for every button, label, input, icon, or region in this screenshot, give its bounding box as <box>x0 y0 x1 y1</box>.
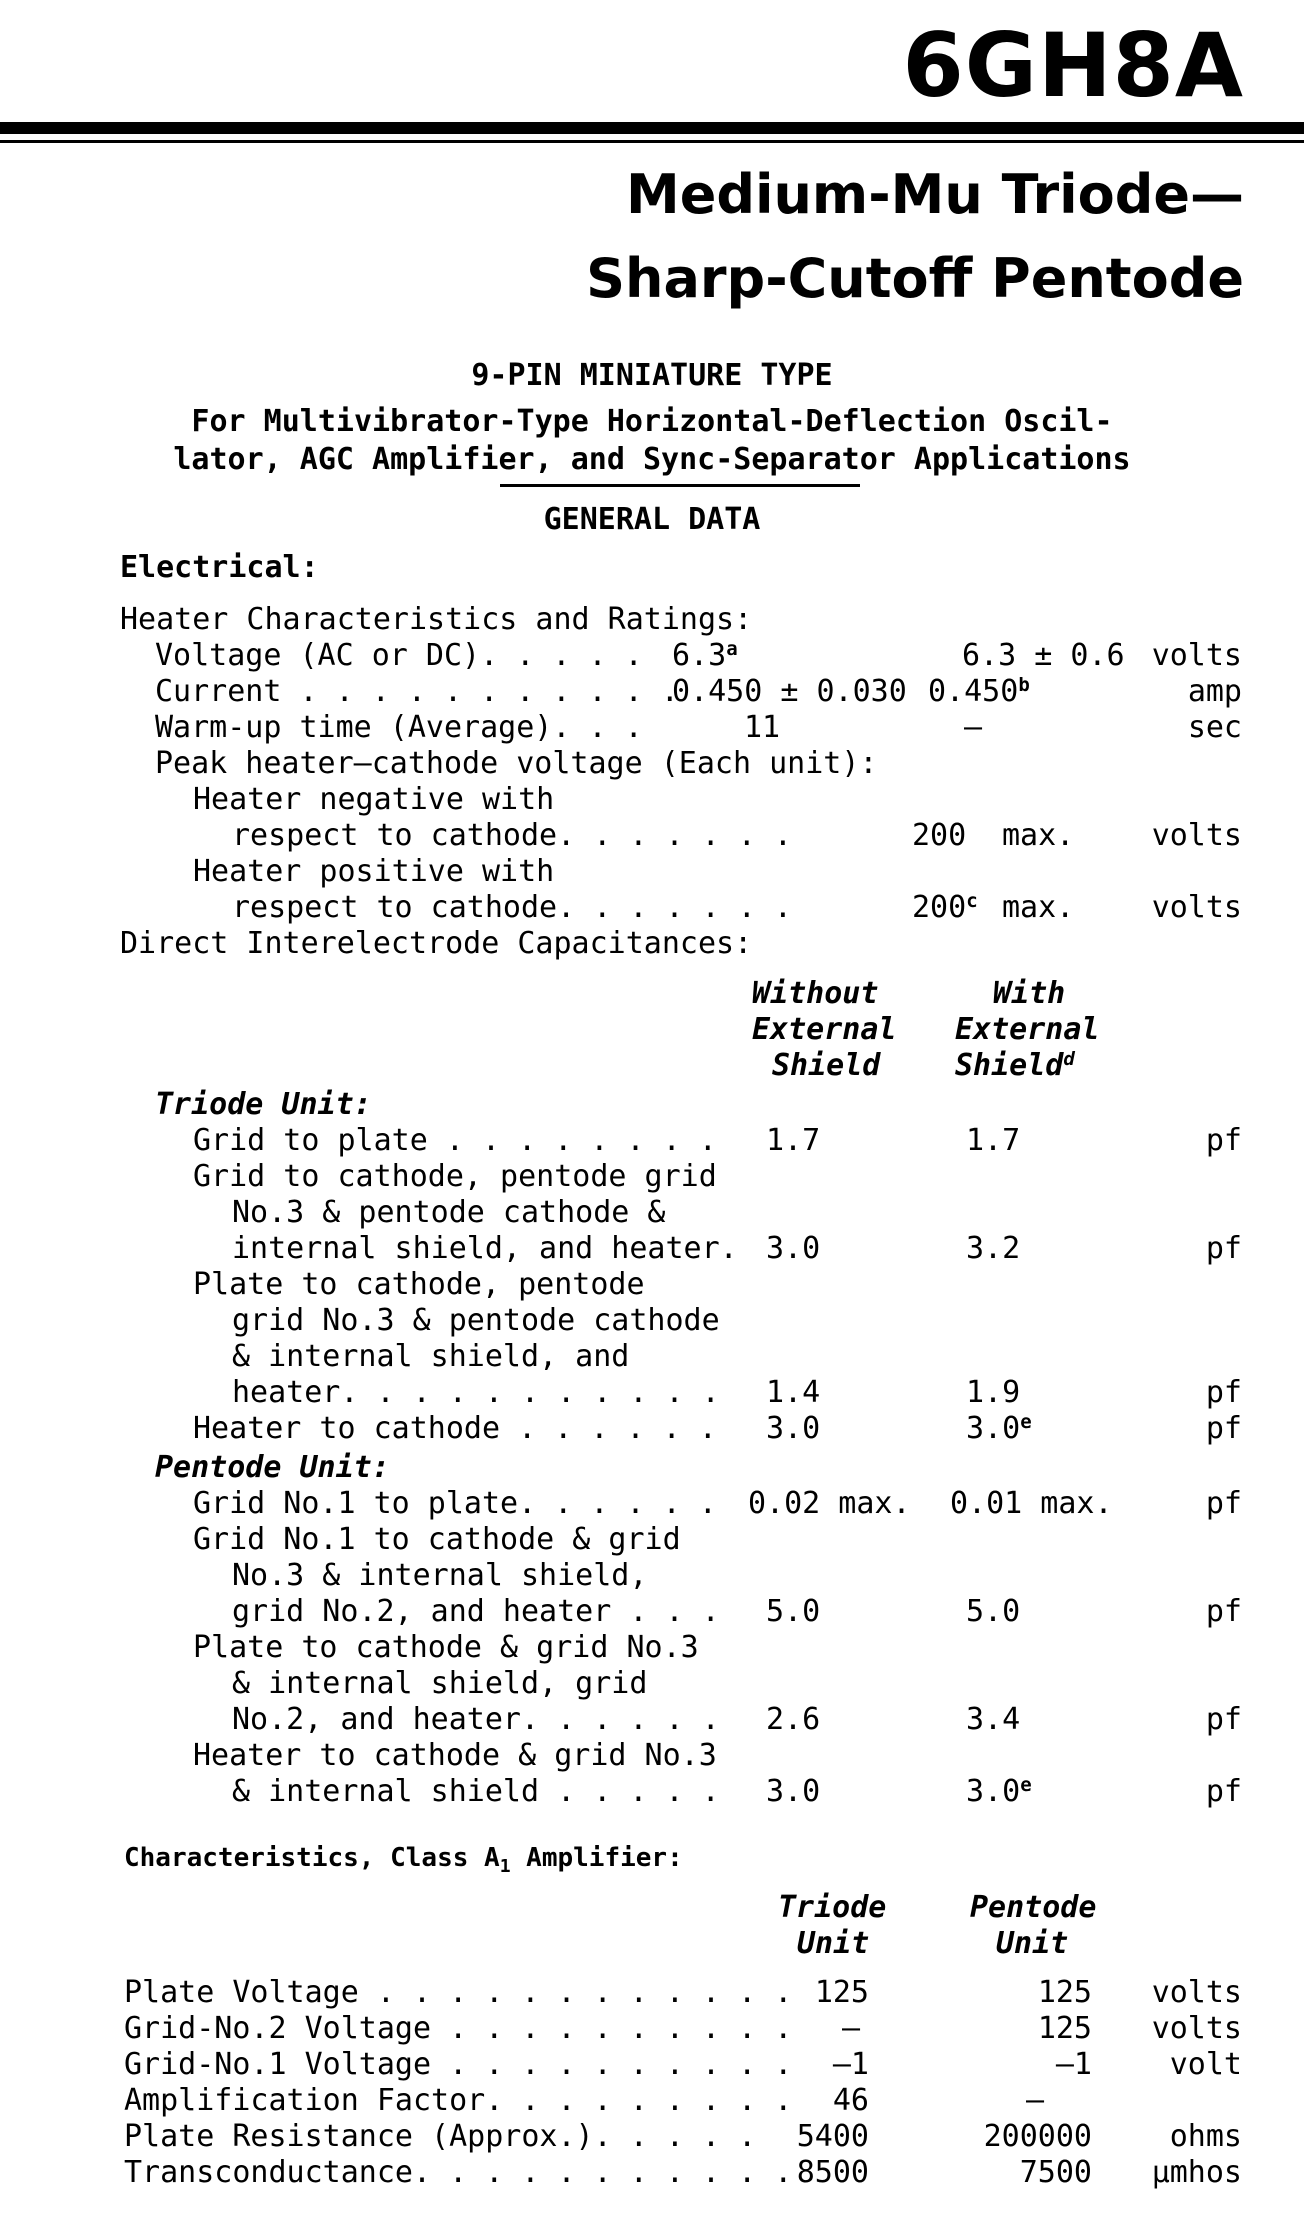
pos-line-2: respect to cathode. . . . . . . <box>232 890 792 925</box>
char-row-unit: ohms <box>1169 2119 1242 2154</box>
triode-r2-line-3: internal shield, and heater. <box>232 1231 738 1266</box>
col-pentode-line-2: Unit <box>996 1926 1069 1961</box>
neg-value: 200 <box>912 818 967 853</box>
header-rule-thin <box>0 140 1304 143</box>
pentode-r4-unit: pf <box>1205 1774 1242 1809</box>
char-row-pentode: 7500 <box>1019 2155 1092 2190</box>
tube-type-title: 6GH8A <box>902 14 1244 117</box>
type-line: 9-PIN MINIATURE TYPE <box>471 358 833 393</box>
triode-r1-without: 1.7 <box>766 1123 821 1158</box>
col-with-line-1: With <box>993 976 1066 1011</box>
pentode-r2-without: 5.0 <box>766 1594 821 1629</box>
char-row-unit: µmhos <box>1151 2155 1242 2190</box>
char-row-label: Transconductance. . . . . . . . . . . <box>124 2155 793 2190</box>
triode-unit-heading: Triode Unit: <box>155 1087 372 1122</box>
triode-r4-without: 3.0 <box>766 1411 821 1446</box>
triode-r4-label: Heater to cathode . . . . . . <box>193 1411 717 1446</box>
triode-r3-line-4: heater. . . . . . . . . . . <box>232 1375 720 1410</box>
col-without-line-2: External <box>752 1012 897 1047</box>
triode-r3-line-2: grid No.3 & pentode cathode <box>232 1303 720 1338</box>
pos-max: max. <box>1002 890 1075 925</box>
col-with-line-3: Shield$^d$ <box>955 1048 1075 1083</box>
char-row-label: Grid-No.2 Voltage . . . . . . . . . . <box>124 2011 793 2046</box>
pentode-r1-unit: pf <box>1205 1486 1242 1521</box>
char-row-triode: 46 <box>832 2083 869 2118</box>
pentode-r3-without: 2.6 <box>766 1702 821 1737</box>
triode-r1-with: 1.7 <box>966 1123 1021 1158</box>
pentode-r2-with: 5.0 <box>966 1594 1021 1629</box>
char-row-triode: 8500 <box>796 2155 869 2190</box>
warmup-unit: sec <box>1187 710 1242 745</box>
pentode-r4-line-2: & internal shield . . . . . <box>232 1774 720 1809</box>
char-row-pentode: – <box>1025 2083 1044 2118</box>
electrical-heading: Electrical: <box>120 550 319 585</box>
footnote-e-2: e <box>1020 1774 1032 1796</box>
pentode-r4-line-1: Heater to cathode & grid No.3 <box>193 1738 717 1773</box>
col-without-line-1: Without <box>752 976 879 1011</box>
triode-r1-unit: pf <box>1205 1123 1242 1158</box>
pentode-r1-with: 0.01 max. <box>950 1486 1113 1521</box>
pos-value: 200$^c$ <box>912 890 978 925</box>
pentode-r2-line-2: No.3 & internal shield, <box>232 1558 648 1593</box>
pentode-r2-line-3: grid No.2, and heater . . . <box>232 1594 720 1629</box>
triode-r3-without: 1.4 <box>766 1375 821 1410</box>
pentode-r3-line-1: Plate to cathode & grid No.3 <box>193 1630 699 1665</box>
char-row-pentode: 125 <box>1037 1975 1092 2010</box>
current-unit: amp <box>1187 674 1242 709</box>
triode-r2-unit: pf <box>1205 1231 1242 1266</box>
current-value-2: 0.450$^b$ <box>928 674 1030 709</box>
triode-r2-line-1: Grid to cathode, pentode grid <box>193 1159 717 1194</box>
char-row-label: Amplification Factor. . . . . . . . . <box>124 2083 793 2118</box>
neg-line-1: Heater negative with <box>193 782 555 817</box>
footnote-a: a <box>726 638 738 660</box>
triode-r3-with: 1.9 <box>966 1375 1021 1410</box>
char-row-label: Plate Resistance (Approx.). . . . . <box>124 2119 757 2154</box>
footnote-d: d <box>1063 1048 1075 1070</box>
triode-r2-without: 3.0 <box>766 1231 821 1266</box>
pentode-r4-with: 3.0e <box>966 1774 1032 1809</box>
peak-heading: Peak heater–cathode voltage (Each unit): <box>155 746 878 781</box>
current-value-1: 0.450 ± 0.030 <box>672 674 907 709</box>
char-row-unit: volts <box>1151 2011 1242 2046</box>
title-line-2: Sharp-Cutoff Pentode <box>586 247 1244 310</box>
triode-r3-line-3: & internal shield, and <box>232 1339 630 1374</box>
pentode-r3-line-2: & internal shield, grid <box>232 1666 648 1701</box>
heater-heading: Heater Characteristics and Ratings: <box>120 602 753 637</box>
char-row-pentode: 125 <box>1037 2011 1092 2046</box>
triode-r3-unit: pf <box>1205 1375 1242 1410</box>
triode-r2-with: 3.2 <box>966 1231 1021 1266</box>
footnote-e: e <box>1020 1411 1032 1433</box>
header-rule-thick <box>0 122 1304 134</box>
pentode-r1-without: 0.02 max. <box>748 1486 911 1521</box>
col-triode-line-1: Triode <box>778 1890 887 1925</box>
voltage-label: Voltage (AC or DC). . . . . <box>155 638 643 673</box>
col-pentode-line-1: Pentode <box>970 1890 1097 1925</box>
char-row-unit: volt <box>1169 2047 1242 2082</box>
char-row-pentode: 200000 <box>983 2119 1092 2154</box>
footnote-c: c <box>966 890 978 912</box>
voltage-value-1: 6.3$^a$ <box>672 638 738 673</box>
pentode-r3-with: 3.4 <box>966 1702 1021 1737</box>
title-line-1: Medium-Mu Triode— <box>625 163 1244 226</box>
pentode-r3-unit: pf <box>1205 1702 1242 1737</box>
pos-line-1: Heater positive with <box>193 854 555 889</box>
col-with-line-2: External <box>955 1012 1100 1047</box>
warmup-label: Warm-up time (Average). . . <box>155 710 643 745</box>
char-row-unit: volts <box>1151 1975 1242 2010</box>
triode-r2-line-2: No.3 & pentode cathode & <box>232 1195 666 1230</box>
voltage-value-2: 6.3 ± 0.6 <box>962 638 1125 673</box>
triode-r3-line-1: Plate to cathode, pentode <box>193 1267 645 1302</box>
char-row-triode: 125 <box>814 1975 869 2010</box>
section-rule <box>500 484 860 487</box>
general-data-heading: GENERAL DATA <box>543 502 761 537</box>
use-line-1: For Multivibrator-Type Horizontal-Deflection Oscil- <box>191 404 1113 439</box>
warmup-value-1: 11 <box>744 710 781 745</box>
neg-unit: volts <box>1151 818 1242 853</box>
use-line-2: lator, AGC Amplifier, and Sync-Separator Applications <box>173 442 1131 477</box>
col-triode-line-2: Unit <box>797 1926 870 1961</box>
triode-r4-with: 3.0e <box>966 1411 1032 1446</box>
neg-max: max. <box>1002 818 1075 853</box>
warmup-value-2: – <box>964 710 983 745</box>
pentode-r4-without: 3.0 <box>766 1774 821 1809</box>
char-row-label: Grid-No.1 Voltage . . . . . . . . . . <box>124 2047 793 2082</box>
char-row-triode: 5400 <box>796 2119 869 2154</box>
voltage-unit: volts <box>1151 638 1242 673</box>
col-without-line-3: Shield <box>772 1048 881 1083</box>
pos-unit: volts <box>1151 890 1242 925</box>
triode-r1-label: Grid to plate . . . . . . . . <box>193 1123 717 1158</box>
pentode-r3-line-3: No.2, and heater. . . . . . <box>232 1702 720 1737</box>
current-label: Current . . . . . . . . . . . <box>155 674 679 709</box>
capacitance-heading: Direct Interelectrode Capacitances: <box>120 926 753 961</box>
characteristics-heading: Characteristics, Class $A_1$ Amplifier: <box>124 1843 683 1878</box>
pentode-r1-label: Grid No.1 to plate. . . . . . <box>193 1486 717 1521</box>
pentode-r2-unit: pf <box>1205 1594 1242 1629</box>
char-row-triode: –1 <box>832 2047 869 2082</box>
neg-line-2: respect to cathode. . . . . . . <box>232 818 792 853</box>
pentode-unit-heading: Pentode Unit: <box>155 1450 390 1485</box>
pentode-r2-line-1: Grid No.1 to cathode & grid <box>193 1522 681 1557</box>
triode-r4-unit: pf <box>1205 1411 1242 1446</box>
char-row-triode: – <box>841 2011 860 2046</box>
char-row-label: Plate Voltage . . . . . . . . . . . . <box>124 1975 793 2010</box>
footnote-b: b <box>1018 674 1030 696</box>
char-row-pentode: –1 <box>1055 2047 1092 2082</box>
